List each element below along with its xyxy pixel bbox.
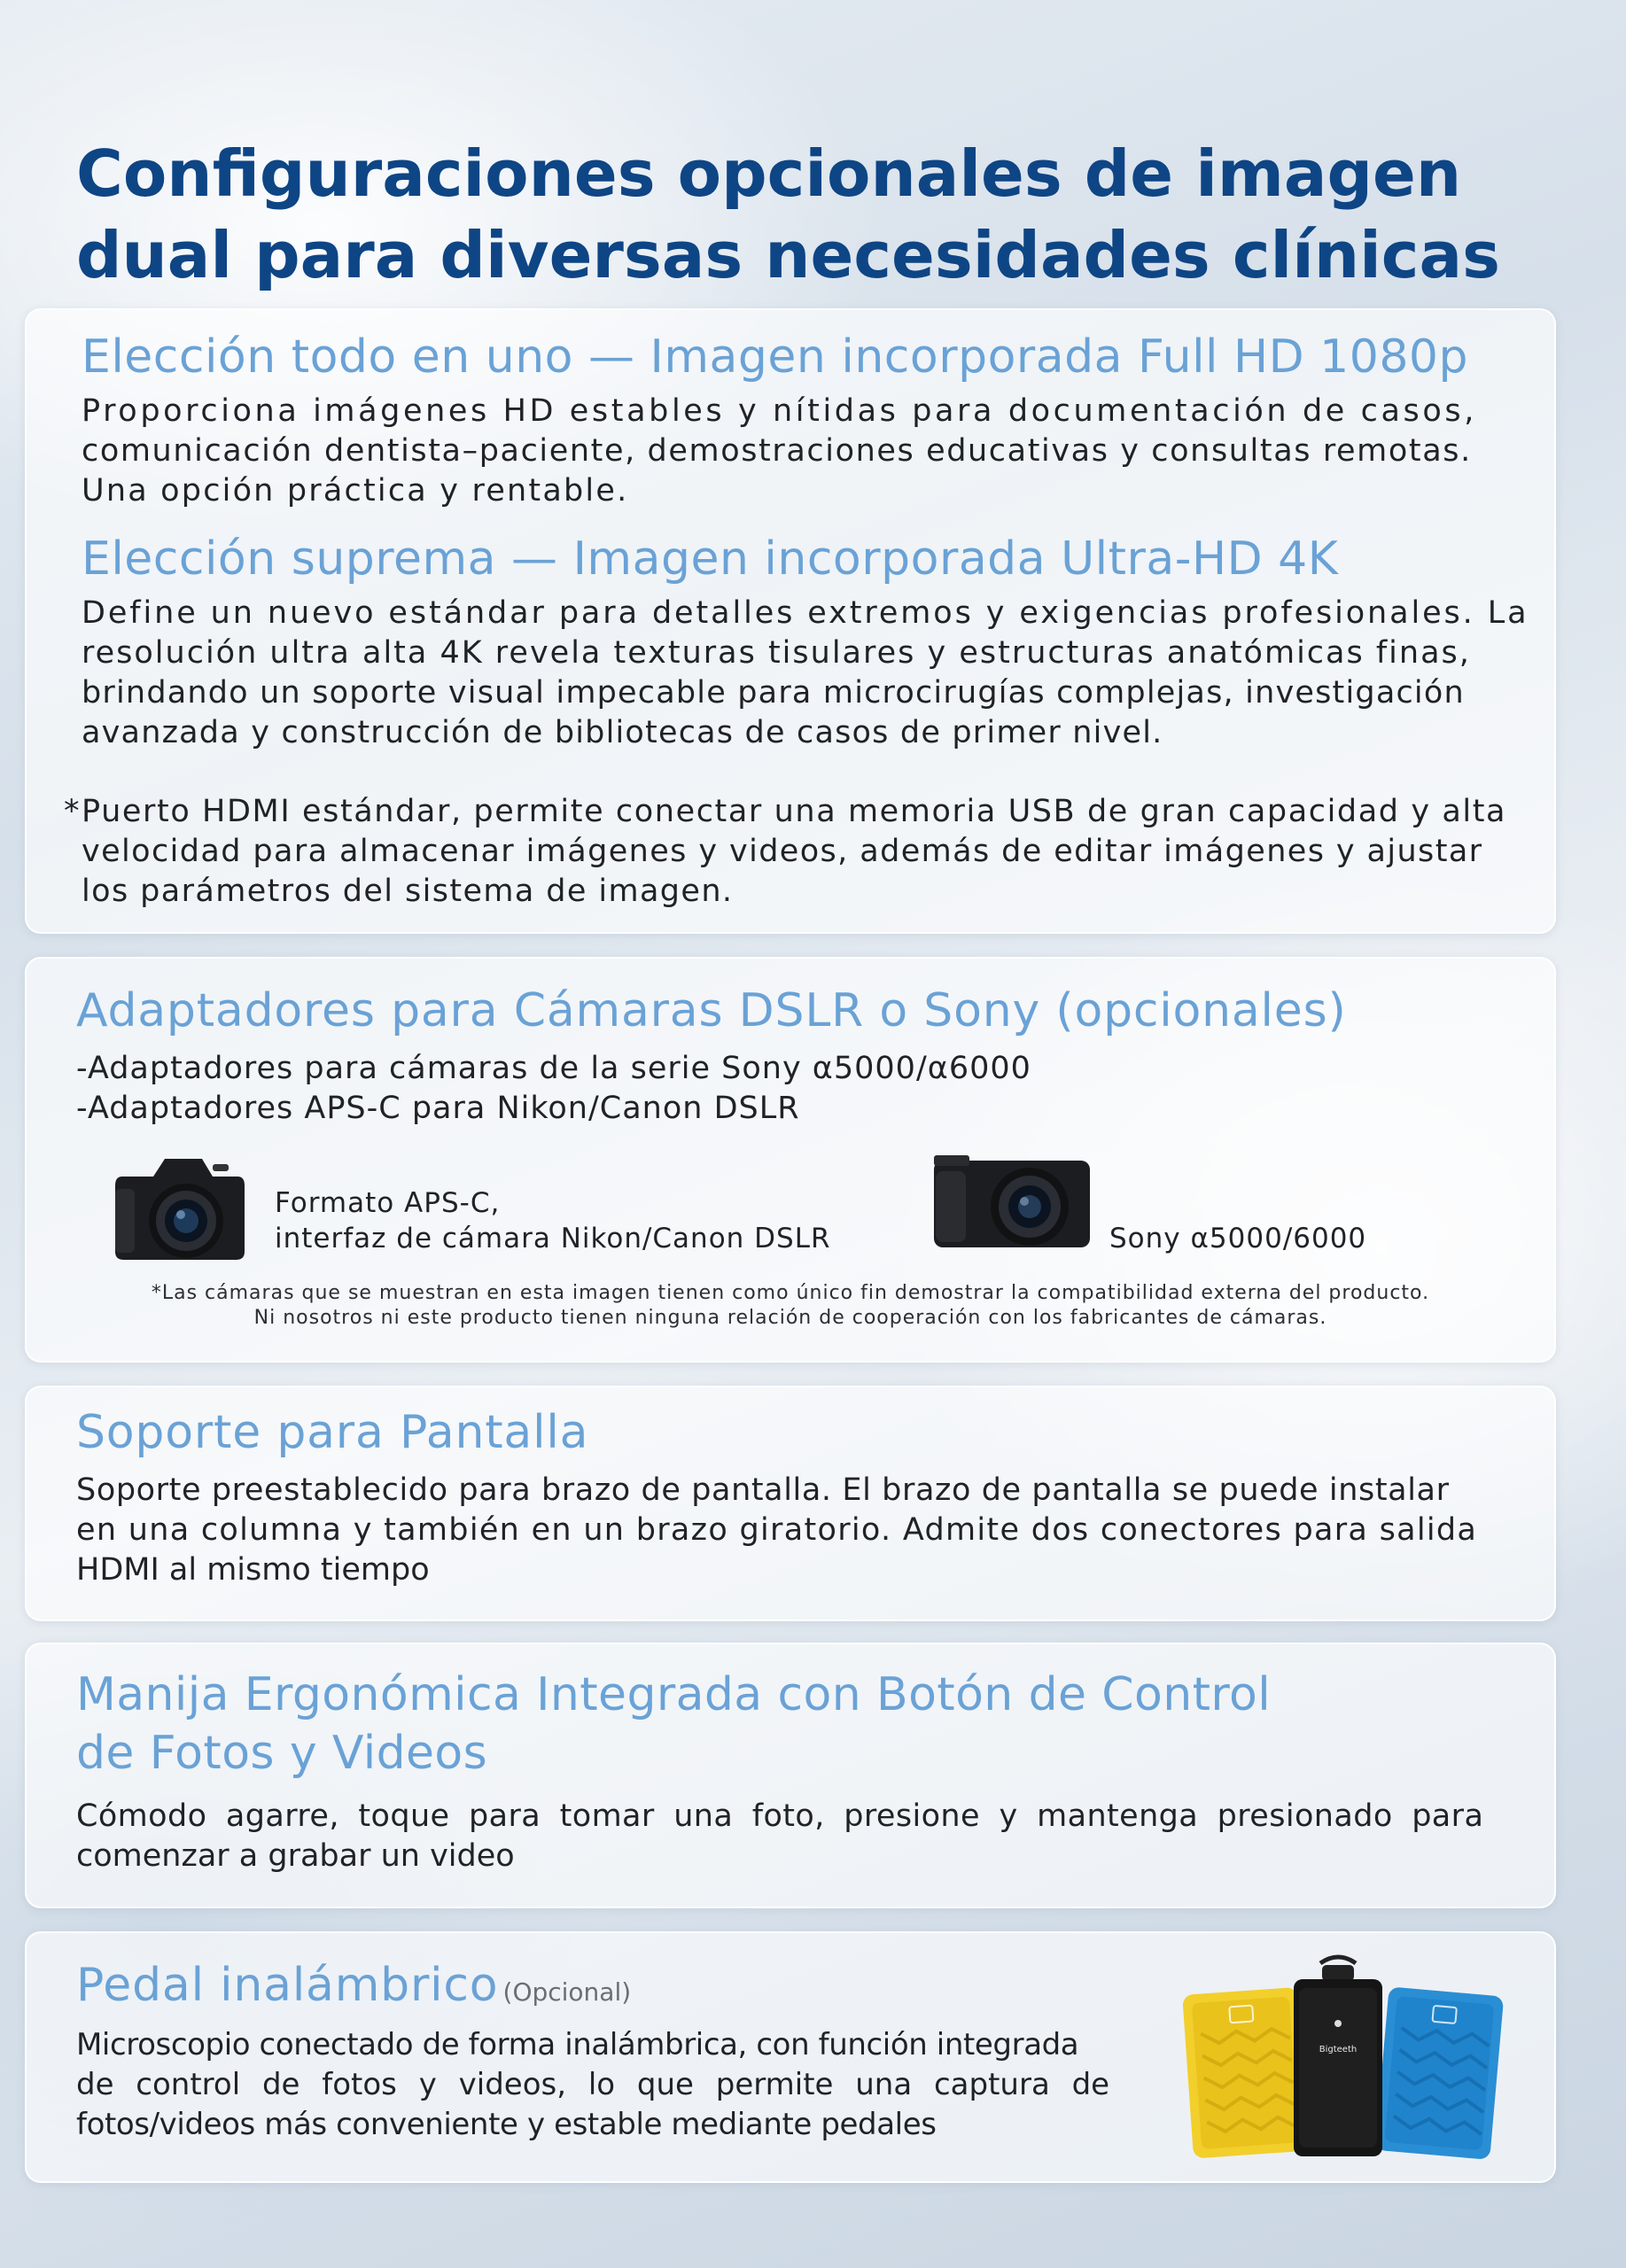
text-line: fotos/videos más conveniente y estable mediante pedales xyxy=(76,2107,937,2142)
optional-tag: (Opcional) xyxy=(502,1977,632,2007)
pedal-brand-logo: Bigteeth xyxy=(1319,2045,1358,2054)
wireless-pedal-card xyxy=(25,1931,1556,2183)
text-line: comunicación dentista–paciente, demostraciones educativas y consultas remotas. xyxy=(82,433,1472,469)
hdmi-note xyxy=(82,792,1507,912)
caption-line: interfaz de cámara Nikon/Canon DSLR xyxy=(275,1223,831,1254)
sony-caption: Sony α5000/6000 xyxy=(1109,1223,1367,1254)
heading-line: Manija Ergonómica Integrada con Botón de Control xyxy=(76,1668,1272,1721)
text-line: Microscopio conectado de forma inalámbrica, con función integrada xyxy=(76,2027,1079,2062)
disclaimer-line: *Las cámaras que se muestran en esta imagen tienen como único fin demostrar la compatibilidad externa del producto. xyxy=(151,1282,1430,1304)
text-line: Una opción práctica y rentable. xyxy=(82,473,629,509)
text-line: brindando un soporte visual impecable para microcirugías complejas, investigación xyxy=(82,675,1465,711)
text-line: en una columna y también en un brazo giratorio. Admite dos conectores para salida xyxy=(76,1512,1478,1548)
fullhd-heading: Elección todo en uno — Imagen incorporada Full HD 1080p xyxy=(82,330,1469,384)
ergonomic-handle-card xyxy=(25,1643,1556,1908)
title-line-2: dual para diversas necesidades clínicas xyxy=(76,218,1500,292)
text-line: de control de fotos y videos, lo que permite una captura de xyxy=(76,2067,1110,2102)
ultrahd-description xyxy=(82,594,1529,753)
text-line: velocidad para almacenar imágenes y videos, además de editar imágenes y ajustar xyxy=(82,834,1483,869)
screen-mount-description xyxy=(76,1471,1529,1590)
text-line: HDMI al mismo tiempo xyxy=(76,1552,430,1588)
camera-disclaimer xyxy=(27,1281,1554,1331)
text-line: avanzada y construcción de bibliotecas de casos de primer nivel. xyxy=(82,715,1163,750)
text-line: comenzar a grabar un video xyxy=(76,1838,515,1874)
camera-adapters-card xyxy=(25,957,1556,1363)
screen-mount-card xyxy=(25,1386,1556,1621)
list-item: -Adaptadores para cámaras de la serie Sony α5000/α6000 xyxy=(76,1051,1031,1086)
imaging-options-card xyxy=(25,308,1556,934)
pedal-description xyxy=(76,2025,1131,2145)
list-item: -Adaptadores APS-C para Nikon/Canon DSLR xyxy=(76,1091,800,1126)
pedal-heading-row xyxy=(76,1956,631,2015)
adapters-heading: Adaptadores para Cámaras DSLR o Sony (opcionales) xyxy=(76,984,1347,1037)
screen-mount-heading: Soporte para Pantalla xyxy=(76,1406,589,1459)
pedal-heading: Pedal inalámbrico xyxy=(76,1959,499,2012)
text-line: Soporte preestablecido para brazo de pantalla. El brazo de pantalla se puede instalar xyxy=(76,1472,1450,1508)
handle-description xyxy=(76,1797,1529,1876)
ultrahd-heading: Elección suprema — Imagen incorporada Ultra-HD 4K xyxy=(82,532,1339,586)
title-line-1: Configuraciones opcionales de imagen xyxy=(76,136,1462,211)
adapters-list xyxy=(76,1049,1140,1129)
dslr-camera-image xyxy=(113,1150,246,1265)
text-line: los parámetros del sistema de imagen. xyxy=(82,874,734,909)
wireless-pedals-image xyxy=(1161,1953,1515,2165)
caption-line: Formato APS-C, xyxy=(275,1187,501,1219)
fullhd-description xyxy=(82,392,1499,511)
text-line: Puerto HDMI estándar, permite conectar una memoria USB de gran capacidad y alta xyxy=(82,794,1507,829)
text-line: resolución ultra alta 4K revela texturas tisulares y estructuras anatómicas finas, xyxy=(82,635,1471,671)
note-asterisk: * xyxy=(64,794,80,829)
disclaimer-line: Ni nosotros ni este producto tienen ninguna relación de cooperación con los fabricantes de cámaras. xyxy=(253,1307,1327,1329)
text-line: Define un nuevo estándar para detalles extremos y exigencias profesionales. La xyxy=(82,595,1529,631)
text-line: Cómodo agarre, toque para tomar una foto, presione y mantenga presionado para xyxy=(76,1798,1484,1834)
dslr-caption xyxy=(275,1185,831,1256)
handle-heading xyxy=(76,1666,1271,1783)
heading-line: de Fotos y Videos xyxy=(76,1727,488,1780)
page-title xyxy=(76,133,1583,296)
text-line: Proporciona imágenes HD estables y nítidas para documentación de casos, xyxy=(82,393,1477,429)
sony-camera-image xyxy=(932,1153,1092,1251)
